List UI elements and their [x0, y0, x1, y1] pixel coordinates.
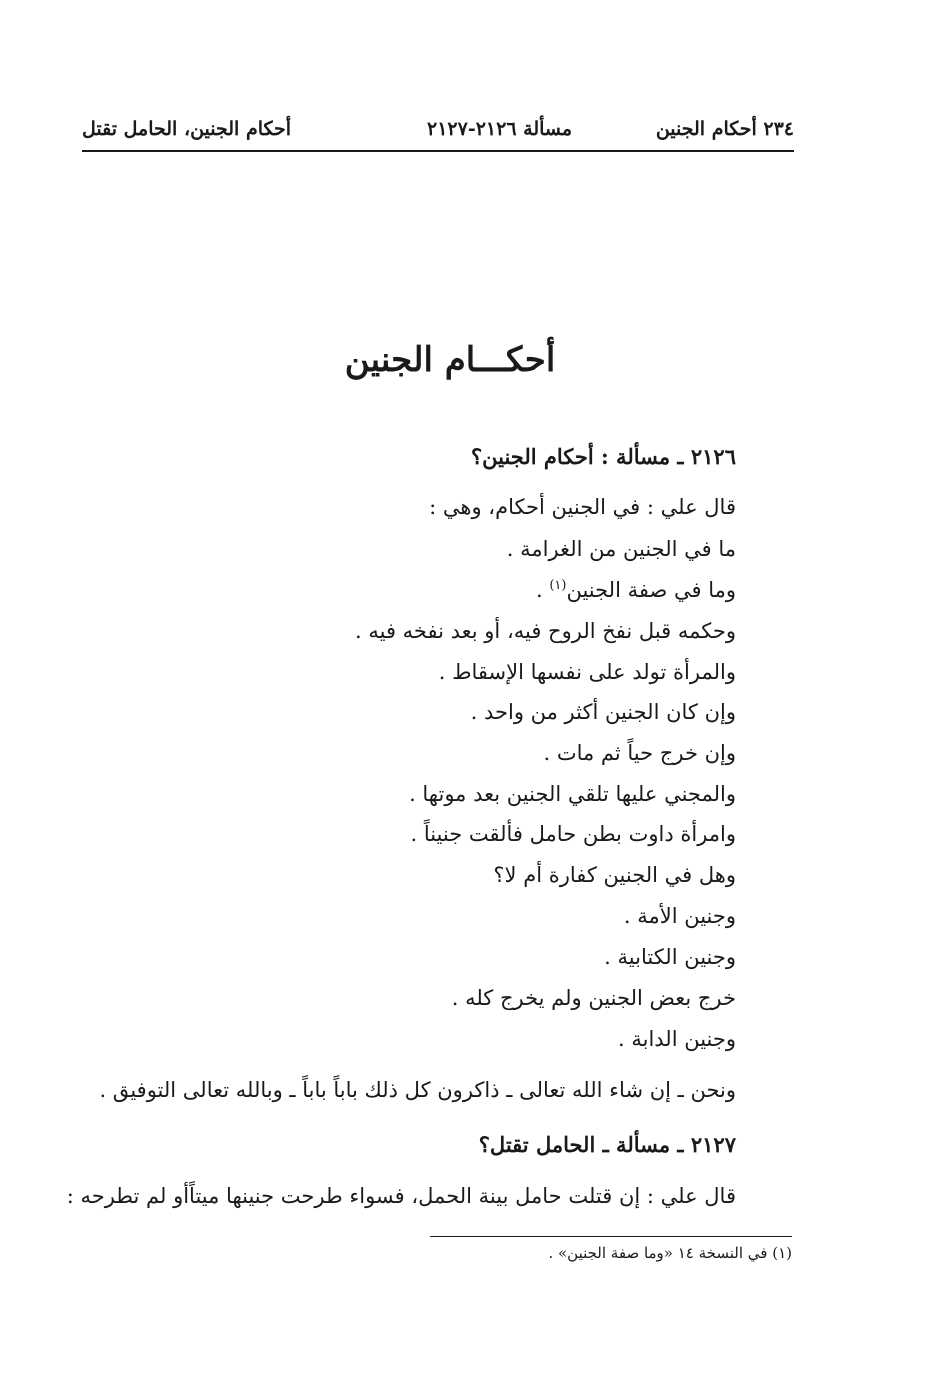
issue-heading-2127: ٢١٢٧ ـ مسألة ـ الحامل تقتل؟ [478, 1132, 736, 1157]
issue-heading-2126: ٢١٢٦ ـ مسألة : أحكام الجنين؟ [470, 444, 736, 469]
closing-paragraph: ونحن ـ إن شاء الله تعالى ـ ذاكرون كل ذلك باباً باباً ـ وبالله تعالى التوفيق . [99, 1078, 736, 1102]
text-line: خرج بعض الجنين ولم يخرج كله . [451, 986, 736, 1010]
footnote-reference: (١) [549, 578, 567, 593]
text-line-main: وما في صفة الجنين [566, 578, 736, 602]
text-line: وهل في الجنين كفارة أم لا؟ [493, 863, 736, 887]
text-line: وإن كان الجنين أكثر من واحد . [470, 700, 736, 724]
text-line: قال علي : في الجنين أحكام، وهي : [429, 495, 736, 519]
text-line: وجنين الكتابية . [604, 945, 736, 969]
header-section-title: أحكام الجنين، الحامل تقتل [82, 118, 292, 140]
text-line: والمرأة تولد على نفسها الإسقاط . [438, 660, 736, 684]
text-line-with-footnote [536, 578, 736, 602]
text-line: وجنين الدابة . [617, 1027, 736, 1051]
running-header [82, 110, 794, 152]
chapter-title: أحكـــام الجنين [344, 340, 556, 380]
text-line: ما في الجنين من الغرامة . [506, 537, 736, 561]
text-line: وإن خرج حياً ثم مات . [543, 741, 736, 765]
text-line: وحكمه قبل نفخ الروح فيه، أو بعد نفخه فيه . [355, 619, 736, 643]
answer-paragraph: قال علي : إن قتلت حامل بينة الحمل، فسواء طرحت جنينها ميتاًأو لم تطرحه : [66, 1184, 736, 1208]
footnote-separator [430, 1236, 792, 1237]
text-line-end: . [535, 578, 550, 602]
text-line: وامرأة داوت بطن حامل فألقت جنيناً . [410, 822, 736, 846]
header-page-and-chapter: ٢٣٤ أحكام الجنين [655, 118, 794, 140]
footnote: (١) في النسخة ١٤ «وما صفة الجنين» . [548, 1244, 792, 1262]
text-line: والمجني عليها تلقي الجنين بعد موتها . [409, 782, 736, 806]
text-line: وجنين الأمة . [623, 904, 736, 928]
header-issue-numbers: مسألة ٢١٢٦-٢١٢٧ [427, 118, 573, 140]
